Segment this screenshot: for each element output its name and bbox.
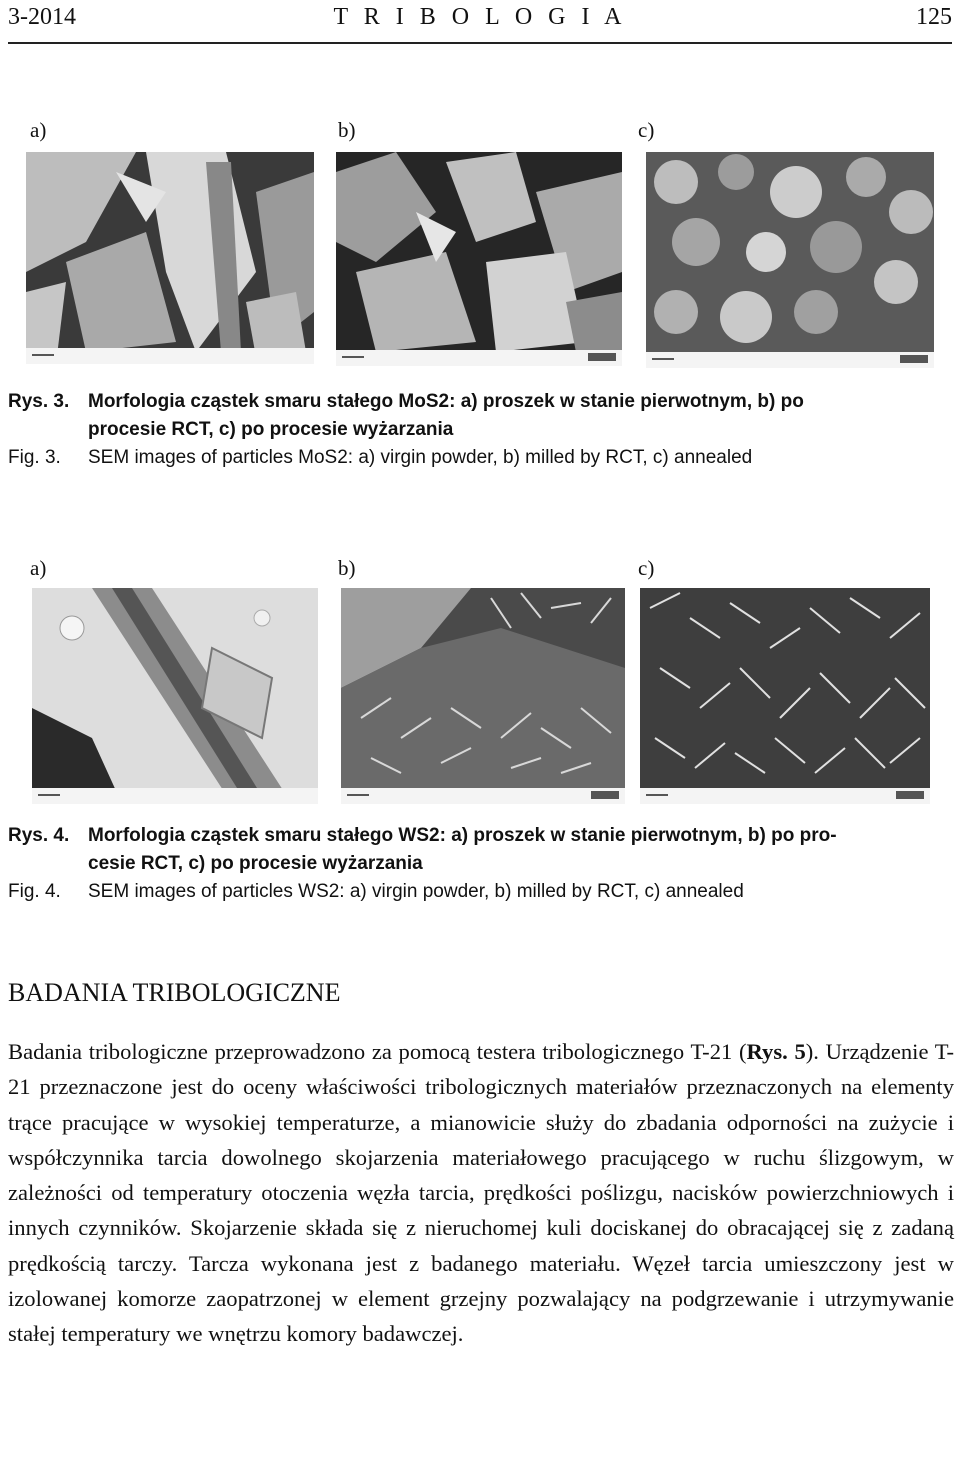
- paragraph-text-rest: ). Urządzenie T-21 przeznaczone jest do oceny właściwości tribologicznych materiałów przeznaczonych na elementy trące pracujące w wysokiej temperaturze, a mianowicie służy do zbadania odporności na zużycie i współczynnika tarcia dowolnego skojarzenia materiałowego pracującego w ruchu ślizgowym, w zależności od temperatury otoczenia węzła tarcia, prędkości poślizgu, nacisków powierzchniowych i innych czynników. Skojarzenie składa się z nieruchomej kuli dociskanej do obracającej się z zadaną prędkością tarczy. Tarcza wykonana jest z badanego materiału. Węzeł tarcia umieszczony jest w izolowanej komorze zaopatrzonej w element grzejny pozwalający na podgrzewanie i utrzymywanie stałej temperatury we wnętrzu komory badawczej.: [8, 1039, 954, 1347]
- fig3-label-c: c): [638, 118, 655, 142]
- fig4-caption-pl-line1: Morfologia cząstek smaru stałego WS2: a) proszek w stanie pierwotnym, b) po pro-: [88, 825, 837, 846]
- paragraph-text-start: Badania tribologiczne przeprowadzono za pomocą testera tribologicznego T-21 (: [8, 1039, 747, 1064]
- fig3-label-b: b): [338, 118, 356, 142]
- issue-number: 3-2014: [8, 4, 76, 30]
- fig3-caption-en-label: Fig. 3.: [8, 447, 61, 468]
- page-number: 125: [916, 4, 952, 30]
- sem-micrograph-mos2-rct: [336, 152, 622, 366]
- fig3-caption-pl-line2: procesie RCT, c) po procesie wyżarzania: [88, 419, 454, 440]
- fig3-caption-pl: [8, 388, 958, 444]
- sem-micrograph-mos2-virgin: [26, 152, 314, 364]
- sem-micrograph-ws2-rct: [341, 588, 625, 804]
- running-header: [8, 2, 952, 38]
- fig3-caption-pl-line1: Morfologia cząstek smaru stałego MoS2: a) proszek w stanie pierwotnym, b) po: [88, 391, 804, 412]
- header-rule: [8, 42, 952, 44]
- sem-micrograph-ws2-virgin: [32, 588, 318, 804]
- fig3-caption-en: [8, 444, 958, 472]
- fig4-label-a: a): [30, 556, 47, 580]
- fig3-caption-en-text: SEM images of particles MoS2: a) virgin powder, b) milled by RCT, c) annealed: [88, 447, 753, 468]
- fig4-label-b: b): [338, 556, 356, 580]
- figure-reference-link[interactable]: Rys. 5: [746, 1039, 806, 1064]
- section-heading: BADANIA TRIBOLOGICZNE: [8, 978, 341, 1007]
- sem-micrograph-ws2-annealed: [640, 588, 930, 804]
- body-paragraph: [8, 1034, 954, 1352]
- sem-micrograph-mos2-annealed: [646, 152, 934, 368]
- fig4-caption-en-text: SEM images of particles WS2: a) virgin powder, b) milled by RCT, c) annealed: [88, 881, 744, 902]
- fig4-caption-en-label: Fig. 4.: [8, 881, 61, 902]
- fig4-caption-pl-line2: cesie RCT, c) po procesie wyżarzania: [88, 853, 423, 874]
- fig4-caption-en: [8, 878, 958, 906]
- fig4-caption-pl: [8, 822, 958, 878]
- journal-title: T R I B O L O G I A: [333, 4, 627, 30]
- fig4-label-c: c): [638, 556, 655, 580]
- fig3-caption-pl-label: Rys. 3.: [8, 391, 70, 412]
- fig4-caption-pl-label: Rys. 4.: [8, 825, 70, 846]
- fig3-label-a: a): [30, 118, 47, 142]
